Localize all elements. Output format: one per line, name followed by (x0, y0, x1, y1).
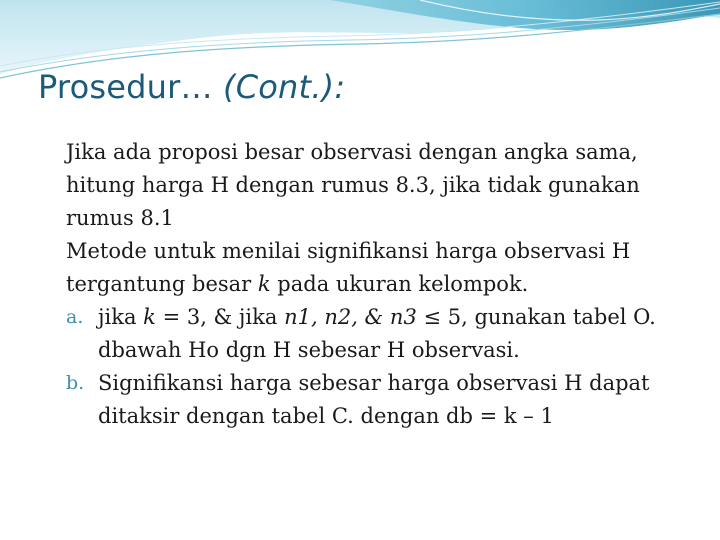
sub-item-text: = 3, & jika (155, 305, 285, 329)
variable-n: n1, n2, & n3 (284, 305, 417, 329)
bullet-text: Jika ada proposi besar observasi dengan angka sama, hitung harga H dengan rumus 8.3, jika tidak gunakan rumus 8.1 (66, 140, 640, 230)
variable-k: k (257, 272, 271, 296)
variable-k: k (143, 305, 156, 329)
sub-item-text: ≤ 5, gunakan tabel O. dbawah Ho dgn H sebesar H observasi. (98, 305, 656, 362)
sub-item-text: jika (98, 305, 144, 329)
sub-item (36, 367, 696, 433)
bullet-text-before: Metode untuk menilai signifikansi harga observasi H tergantung besar (66, 239, 631, 296)
bullet-text-after: pada ukuran kelompok. (270, 272, 529, 296)
slide-title-main: Prosedur… (38, 68, 224, 106)
bullet-item (36, 136, 696, 235)
sub-item-marker: b. (66, 372, 85, 394)
slide-title (38, 68, 345, 106)
bullet-item (36, 235, 696, 301)
sub-item-text: Signifikansi harga sebesar harga observasi H dapat ditaksir dengan tabel C. dengan db = k – 1 (98, 371, 650, 428)
slide-title-italic: (Cont.): (223, 68, 346, 106)
sub-item-marker: a. (66, 306, 84, 328)
slide-body (36, 136, 696, 433)
sub-item (36, 301, 696, 367)
